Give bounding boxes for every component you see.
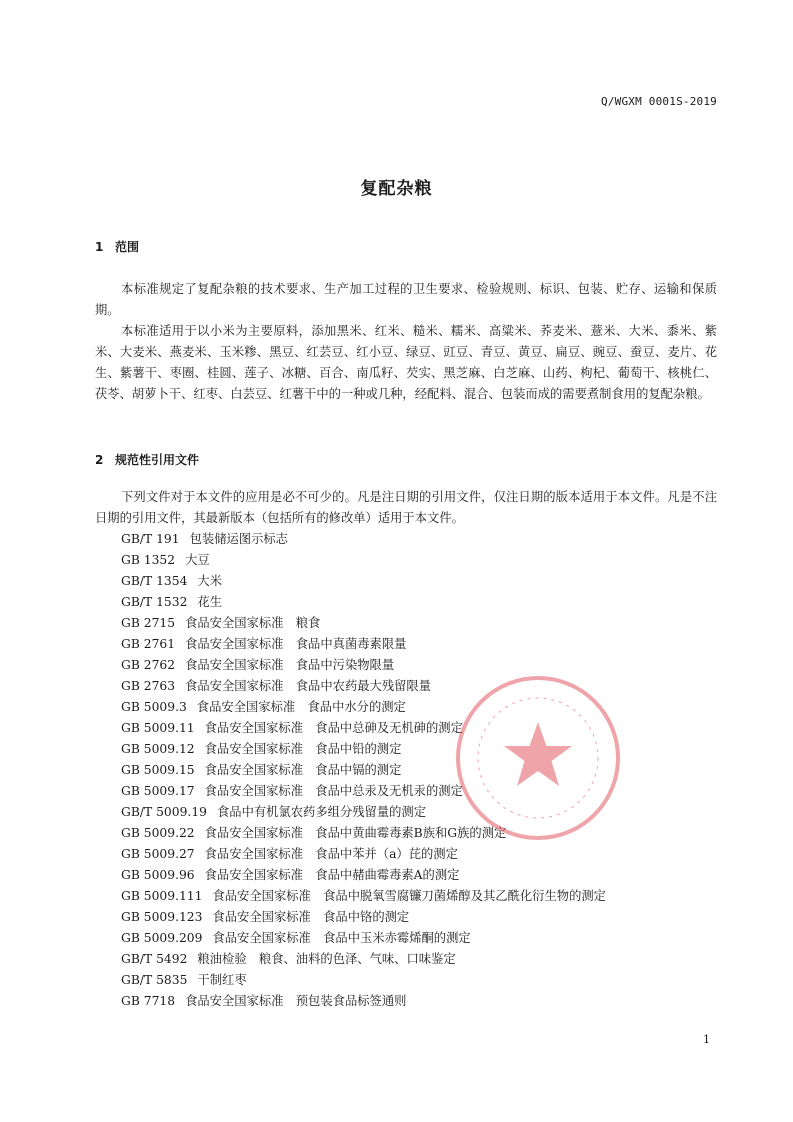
reference-item <box>121 697 717 718</box>
reference-title: 食品安全国家标准 食品中脱氧雪腐镰刀菌烯醇及其乙酰化衍生物的测定 <box>212 889 606 903</box>
reference-item <box>121 886 717 907</box>
section-1-heading <box>95 238 139 255</box>
reference-code: GB 5009.209 <box>121 931 203 945</box>
reference-item <box>121 676 717 697</box>
reference-code: GB 2762 <box>121 658 176 672</box>
scope-paragraph: 本标准规定了复配杂粮的技术要求、生产加工过程的卫生要求、检验规则、标识、包装、贮存、运输和保质期。 <box>95 282 717 317</box>
reference-item <box>121 907 717 928</box>
reference-code: GB 5009.15 <box>121 763 195 777</box>
section-2-body <box>95 487 717 529</box>
reference-title: 食品安全国家标准 食品中赭曲霉毒素A的测定 <box>204 868 460 882</box>
reference-item <box>121 655 717 676</box>
reference-title: 粮油检验 粮食、油料的色泽、气味、口味鉴定 <box>197 952 456 966</box>
reference-title: 食品安全国家标准 食品中农药最大残留限量 <box>185 679 432 693</box>
reference-item <box>121 739 717 760</box>
reference-title: 食品安全国家标准 食品中铅的测定 <box>204 742 402 756</box>
reference-code: GB/T 5835 <box>121 973 188 987</box>
section-2-number: 2 <box>95 453 104 467</box>
reference-item <box>121 991 717 1012</box>
section-1-title: 范围 <box>115 240 140 254</box>
reference-code: GB 5009.17 <box>121 784 195 798</box>
reference-code: GB 2763 <box>121 679 176 693</box>
reference-code: GB 2715 <box>121 616 176 630</box>
reference-code: GB 5009.27 <box>121 847 195 861</box>
reference-title: 食品安全国家标准 食品中总砷及无机砷的测定 <box>204 721 463 735</box>
reference-title: 干制红枣 <box>197 973 247 987</box>
section-1-number: 1 <box>95 240 104 254</box>
reference-title: 食品安全国家标准 食品中总汞及无机汞的测定 <box>204 784 463 798</box>
reference-item <box>121 781 717 802</box>
reference-item <box>121 718 717 739</box>
reference-title: 大米 <box>197 574 223 588</box>
reference-code: GB 7718 <box>121 994 176 1008</box>
document-code: Q/WGXM 0001S-2019 <box>601 95 717 108</box>
reference-code: GB/T 1532 <box>121 595 188 609</box>
reference-item <box>121 760 717 781</box>
reference-title: 食品安全国家标准 食品中铬的测定 <box>212 910 410 924</box>
reference-title: 食品安全国家标准 食品中真菌毒素限量 <box>185 637 407 651</box>
section-1-body <box>95 279 717 405</box>
reference-item <box>121 613 717 634</box>
reference-item <box>121 949 717 970</box>
reference-title: 食品安全国家标准 食品中苯并（a）芘的测定 <box>204 847 458 861</box>
reference-list <box>121 529 717 1012</box>
reference-item <box>121 844 717 865</box>
reference-title: 食品安全国家标准 食品中黄曲霉毒素B族和G族的测定 <box>204 826 507 840</box>
reference-item <box>121 970 717 991</box>
reference-code: GB 1352 <box>121 553 176 567</box>
reference-title: 食品中有机氯农药多组分残留量的测定 <box>216 805 427 819</box>
reference-item <box>121 802 717 823</box>
reference-code: GB 2761 <box>121 637 176 651</box>
reference-item <box>121 823 717 844</box>
section-2-title: 规范性引用文件 <box>115 453 200 467</box>
reference-item <box>121 865 717 886</box>
reference-item <box>121 529 717 550</box>
page-number: 1 <box>703 1033 710 1046</box>
reference-title: 食品安全国家标准 食品中玉米赤霉烯酮的测定 <box>212 931 471 945</box>
reference-item <box>121 592 717 613</box>
reference-item <box>121 550 717 571</box>
reference-code: GB 5009.11 <box>121 721 195 735</box>
reference-code: GB/T 191 <box>121 532 180 546</box>
reference-code: GB 5009.3 <box>121 700 187 714</box>
reference-title: 包装储运图示标志 <box>189 532 288 546</box>
reference-item <box>121 928 717 949</box>
document-title: 复配杂粮 <box>360 179 433 199</box>
reference-title: 花生 <box>197 595 223 609</box>
reference-code: GB 5009.12 <box>121 742 195 756</box>
normative-references-paragraph: 下列文件对于本文件的应用是必不可少的。凡是注日期的引用文件，仅注日期的版本适用于本文件。凡是不注日期的引用文件，其最新版本（包括所有的修改单）适用于本文件。 <box>95 490 717 525</box>
reference-title: 食品安全国家标准 食品中镉的测定 <box>204 763 402 777</box>
reference-code: GB 5009.111 <box>121 889 203 903</box>
reference-title: 食品安全国家标准 粮食 <box>185 616 321 630</box>
reference-item <box>121 634 717 655</box>
reference-title: 大豆 <box>185 553 210 567</box>
section-2-heading <box>95 451 199 468</box>
applicability-paragraph: 本标准适用于以小米为主要原料，添加黑米、红米、糙米、糯米、高粱米、荞麦米、薏米、大米、黍米、紫米、大麦米、燕麦米、玉米糁、黑豆、红芸豆、红小豆、绿豆、豇豆、青豆、黄豆、扁豆、豌豆、蚕豆、麦片、花生、紫薯干、枣圈、桂圆、莲子、冰糖、百合、南瓜籽、芡实、黑芝麻、白芝麻、山药、枸杞、葡萄干、核桃仁、茯苓、胡萝卜干、红枣、白芸豆、红薯干中的一种或几种，经配料、混合、包装而成的需要煮制食用的复配杂粮。 <box>95 324 717 401</box>
reference-code: GB/T 5009.19 <box>121 805 207 819</box>
reference-code: GB 5009.22 <box>121 826 195 840</box>
reference-code: GB 5009.96 <box>121 868 195 882</box>
reference-title: 食品安全国家标准 食品中污染物限量 <box>185 658 395 672</box>
reference-item <box>121 571 717 592</box>
reference-code: GB/T 5492 <box>121 952 188 966</box>
reference-code: GB 5009.123 <box>121 910 203 924</box>
reference-title: 食品安全国家标准 预包装食品标签通则 <box>185 994 407 1008</box>
reference-title: 食品安全国家标准 食品中水分的测定 <box>196 700 406 714</box>
reference-code: GB/T 1354 <box>121 574 188 588</box>
